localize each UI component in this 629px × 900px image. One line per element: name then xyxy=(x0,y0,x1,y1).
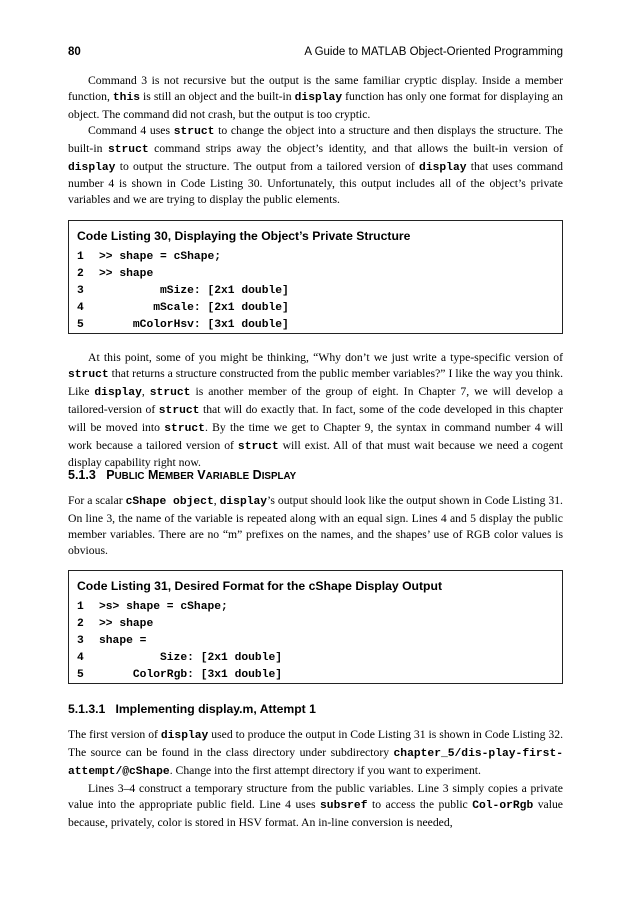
paragraph-lines-3-4: Lines 3–4 construct a temporary structure from the public variables. Line 3 simply copies a private value into the appropriate public field. Line 4 uses subsref to access the public Col-orRgb value because, privately, color is stored in HSV format. An in-line conversion is needed, xyxy=(68,781,563,829)
line-number: 2 xyxy=(77,618,84,630)
paragraph-struct: At this point, some of you might be thinking, “Why don’t we just write a type-specific version of struct that returns a structure constructed from the public member variables?” I like the way you think. Like display, struct is another member of the group of eight. In Chapter 7, we will develop a tailored-version of struct that will do exactly that. In fact, some of the code developed in this chapter will be moved into struct. By the time we get to Chapter 9, the syntax in command number 4 will work because a tailored version of struct will exist. All of that must wait because we need a cogent display capability right now. xyxy=(68,351,564,470)
line-code: mColorHsv: [3x1 double] xyxy=(99,319,289,331)
code-listing-title: Code Listing 30, Displaying the Object’s Private Structure xyxy=(77,229,411,243)
line-number: 2 xyxy=(77,268,84,280)
running-title: A Guide to MATLAB Object-Oriented Programming xyxy=(304,46,563,58)
paragraph-command4: Command 4 uses struct to change the object into a structure and then displays the structure. The built-in struct command strips away the object’s identity, and that allows the built-in version of display to output the structure. The output from a tailored version of display that uses command number 4 is shown in Code Listing 30. Unfortunately, this output includes all of the object’s private variables and we are trying to display the public elements. xyxy=(68,123,563,207)
line-number: 5 xyxy=(77,319,84,331)
intro-text-block xyxy=(68,73,563,208)
section-heading-5-1-3: 5.1.3 PUBLIC MEMBER VARIABLE DISPLAY xyxy=(68,468,297,482)
display-format-block xyxy=(68,493,563,559)
paragraph-command3: Command 3 is not recursive but the output is the same familiar cryptic display. Inside a member function, this is still an object and the built-in display function has only one format for displaying an object. The command did not crash, but the output is too cryptic. xyxy=(68,74,563,121)
code-line xyxy=(69,599,562,616)
line-number: 1 xyxy=(77,251,84,263)
paragraph-display-format: For a scalar cShape object, display’s output should look like the output shown in Code Listing 31. On line 3, the name of the variable is repeated along with an equal sign. Lines 4 and 5 display the public member variables. There are no “m” prefixes on the names, and the shapes’ use of RGB color values is obvious. xyxy=(68,494,563,557)
code-line xyxy=(69,283,562,300)
code-line xyxy=(69,317,562,334)
line-number: 4 xyxy=(77,302,84,314)
code-listing-title: Code Listing 31, Desired Format for the cShape Display Output xyxy=(77,579,443,593)
line-code: >s> shape = cShape; xyxy=(99,601,228,613)
struct-discussion-block xyxy=(68,350,563,471)
code-line xyxy=(69,633,562,650)
line-code: ColorRgb: [3x1 double] xyxy=(99,669,283,681)
line-number: 5 xyxy=(77,669,84,681)
line-code: mSize: [2x1 double] xyxy=(99,285,289,297)
line-number: 3 xyxy=(77,285,84,297)
page-number: 80 xyxy=(68,46,81,58)
line-code: shape = xyxy=(99,635,147,647)
code-line xyxy=(69,667,562,684)
line-code: mScale: [2x1 double] xyxy=(99,302,289,314)
line-code: >> shape xyxy=(99,268,154,280)
paragraph-first-version: The first version of display used to produce the output in Code Listing 31 is shown in Code Listing 32. The source can be found in the class directory under subdirectory chapter_5/dis-play-first-attempt/@cShape. Change into the first attempt directory if you want to experiment. xyxy=(68,728,564,778)
line-code: Size: [2x1 double] xyxy=(99,652,283,664)
section-heading-5-1-3-1: 5.1.3.1 Implementing display.m, Attempt 1 xyxy=(68,702,316,716)
line-number: 3 xyxy=(77,635,84,647)
line-code: >> shape xyxy=(99,618,154,630)
code-listing-31 xyxy=(68,570,563,684)
line-number: 4 xyxy=(77,652,84,664)
code-line xyxy=(69,300,562,317)
line-number: 1 xyxy=(77,601,84,613)
code-line xyxy=(69,266,562,283)
line-code: >> shape = cShape; xyxy=(99,251,222,263)
implementation-block xyxy=(68,727,563,830)
code-listing-30 xyxy=(68,220,563,334)
code-line xyxy=(69,249,562,266)
code-line xyxy=(69,616,562,633)
code-line xyxy=(69,650,562,667)
